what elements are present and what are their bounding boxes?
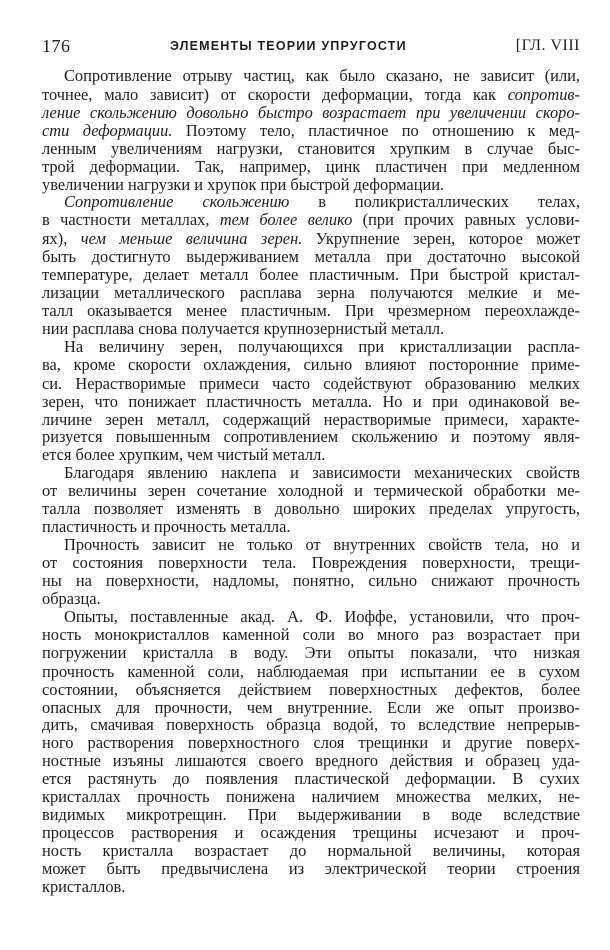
text-run: видимых микротрещин. При выдерживании в воде вследствие [42,805,580,824]
text-line [42,733,580,753]
text-line [42,877,580,897]
text-line [42,805,580,825]
text-line [42,121,580,141]
text-run: прочность каменной соли, наблюдаемая при испытании ее в сухом [42,662,580,681]
text-line [42,301,580,321]
text-run: процессов растворения и осаждения трещины исчезают и проч- [42,823,580,842]
text-line [42,680,580,700]
text-run: ризуется повышенным сопротивлением скольжению и поэтому явля- [42,427,580,446]
text-line [42,374,580,394]
text-run: ется более хрупким, чем чистый металл. [42,445,326,464]
text-run: Опыты, поставленные акад. А. Ф. Иоффе, установили, что проч- [64,607,580,626]
text-run: ного растворения поверхностного слоя трещинки и другие поверх- [42,733,580,752]
text-run: может быть предвычислена из электрической теории строения [42,859,580,878]
text-run: в поликристаллических телах, [289,192,580,211]
text-line [42,607,580,627]
italic-text: тем более велико [219,210,353,229]
text-line [42,192,580,212]
italic-text: сти деформации. [42,121,173,140]
page-number: 176 [42,36,71,56]
text-run: Поэтому тело, пластичное по отношению к мед- [172,121,580,140]
text-line [42,571,580,591]
text-line [42,517,580,537]
text-line [42,229,580,249]
text-line [42,589,580,609]
text-run: талл оказывается менее пластичным. При чрезмерном переохлажде- [42,301,580,320]
text-run: ность монокристаллов каменной соли во много раз возрастает при [42,625,580,644]
text-run: от состояния поверхности тела. Повреждения поверхности, трещи- [42,553,580,572]
text-run: лизации металлического расплава зерна получаются мелкие и ме- [42,283,580,302]
text-run: трой деформации. Так, например, цинк пластичен при медленном [42,157,580,176]
text-run: ях), [42,229,81,248]
chapter-marker: [ГЛ. VIII [515,37,580,54]
text-line [42,859,580,879]
text-line [42,103,580,123]
text-line [42,85,580,105]
text-run: кристаллов. [42,877,126,896]
text-line [42,823,580,843]
text-line [42,535,580,555]
text-line [42,787,580,807]
text-run: от величины зерен сочетание холодной и термической обработки ме- [42,481,580,500]
text-line [42,427,580,447]
italic-text: сопротив- [507,85,580,104]
text-run: Укрупнение зерен, которое может [302,229,581,248]
text-run: температуре, делает металл более пластичным. При быстрой кристал- [42,265,580,284]
text-run: дить, смачивая поверхность образца водой, то вследствие непрерыв- [42,715,580,734]
text-run: ны на поверхности, надломы, понятно, сильно снижают прочность [42,571,580,590]
text-run: точнее, мало зависит) от скорости деформации, тогда как [42,85,508,104]
text-run: Прочность зависит не только от внутренних свойств тела, но и [64,535,580,554]
text-run: зерен, что понижает пластичность металла. Но и при одинаковой ве- [42,392,580,411]
text-line [42,337,580,357]
text-run: быть достигнуто выдерживанием металла при достаточно высокой [42,247,580,266]
text-run: образца. [42,589,101,608]
text-line [42,463,580,483]
text-run: пластичность и прочность металла. [42,517,291,536]
italic-text: ление скольжению довольно быстро возрастает при увеличении скоро- [42,103,580,122]
text-line [42,392,580,412]
text-run: личине зерен металл, содержащий нерастворимые примеси, характе- [42,410,580,429]
text-run: ется растянуть до появления пластической деформации. В сухих [42,769,580,788]
text-line [42,319,580,339]
text-line [42,265,580,285]
text-line [42,139,580,159]
text-run: си. Нерастворимые примеси часто содействуют образованию мелких [42,374,580,393]
text-run: Сопротивление отрыву частиц, как было сказано, не зависит (или, [64,66,580,85]
text-run: ва, кроме скорости охлаждения, сильно влияют посторонние приме- [42,355,580,374]
text-run: погружении кристалла в воду. Эти опыты показали, что низкая [42,643,580,662]
page-header [42,36,580,58]
text-run: состоянии, объясняется действием поверхностных дефектов, более [42,680,580,699]
text-run: (при прочих равных услови- [352,210,580,229]
text-run: в частности металлах, [42,210,220,229]
text-run: ностные изъяны лишаются своего вредного действия и образец уда- [42,751,580,770]
text-run: увеличении нагрузки и хрупок при быстрой деформации. [42,175,445,194]
text-run: Благодаря явлению наклепа и зависимости механических свойств [64,463,580,482]
text-run: талла позволяет изменять в довольно широких пределах упругость, [42,499,580,518]
running-head: ЭЛЕМЕНТЫ ТЕОРИИ УПРУГОСТИ [170,39,407,53]
text-line [42,66,580,86]
text-run: ленным увеличениям нагрузки, становится хрупким в случае быс- [42,139,580,158]
text-line [42,751,580,771]
italic-text: чем меньше величина зерен. [80,229,303,248]
text-line [42,769,580,789]
text-line [42,283,580,303]
text-line [42,662,580,682]
text-run: нии расплава снова получается крупнозернистый металл. [42,319,445,338]
text-line [42,481,580,501]
text-line [42,643,580,663]
text-line [42,625,580,645]
text-run: кристаллах прочность понижена наличием множества мелких, не- [42,787,580,806]
text-run: опасных для прочности, чем внутренние. Если же опыт произво- [42,698,580,717]
text-line [42,445,580,465]
text-run: На величину зерен, получающихся при кристаллизации распла- [64,337,580,356]
text-run: ность кристалла возрастает до нормальной величины, которая [42,841,580,860]
italic-text: Сопротивление скольжению [64,192,290,211]
text-line [42,157,580,177]
text-line [42,499,580,519]
text-line [42,355,580,375]
text-line [42,210,580,230]
text-line [42,715,580,735]
text-line [42,553,580,573]
text-line [42,841,580,861]
text-line [42,247,580,267]
